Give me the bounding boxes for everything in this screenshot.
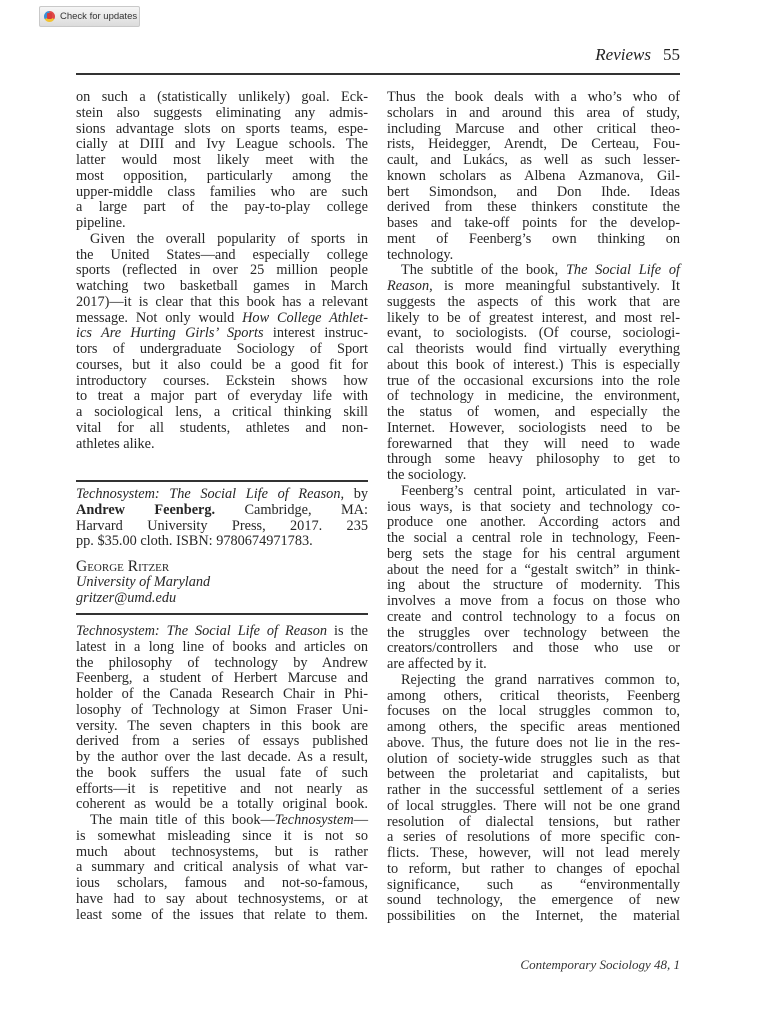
- text-line: the United States—and especially college: [76, 246, 368, 263]
- text-line: introductory courses. Eckstein shows how: [76, 372, 368, 389]
- text-line: ing about the structure of modernity. This: [387, 577, 680, 594]
- text-line: stein also suggests eliminating any admis-: [76, 104, 368, 121]
- text-line: the social a central role in technology, Feen-: [387, 530, 680, 546]
- text-line: rists, Heidegger, Arendt, De Certeau, Fou-: [387, 136, 680, 153]
- text-line: focuses on the local struggles common to,: [387, 703, 680, 720]
- text-line: cault, and Lukács, as well as such lesser-: [387, 152, 680, 168]
- right-column-review-body: [387, 90, 680, 925]
- left-column-prev-review: [76, 90, 368, 452]
- text-line: watching two basketball games in March: [76, 278, 368, 294]
- text-line: rather in the successful settlement of a series: [387, 782, 680, 798]
- text-line: Rejecting the grand narratives common to,: [401, 671, 680, 688]
- text-line: vital for all students, athletes and non-: [76, 419, 368, 436]
- email-text[interactable]: gritzer@umd.edu: [76, 589, 177, 606]
- text-line: a large part of the pay-to-play college: [76, 199, 368, 216]
- text-line: about the need for a “gestalt switch” in think-: [387, 561, 680, 578]
- text-line: significance, such as “environmentally: [387, 876, 680, 893]
- page-number: 55: [663, 45, 680, 64]
- text-line: resolution of dialectal tensions, but rather: [387, 813, 680, 830]
- text-span: interest instruc-: [263, 325, 369, 342]
- text-line: the sociology.: [387, 467, 467, 483]
- text-line: [76, 326, 368, 342]
- text-line: scholars in and around this area of study,: [387, 104, 680, 121]
- text-line: [387, 279, 680, 295]
- text-line: produce one another. According actors and: [387, 514, 680, 531]
- text-line: courses, but it also could be a good fit for: [76, 356, 368, 373]
- left-column-review-body: [76, 624, 368, 923]
- text-line: the struggles over technology between the: [387, 624, 680, 641]
- text-line: 2017)—it is clear that this book has a relevant: [76, 293, 368, 310]
- text-line: suggests the aspects of this work that are: [387, 293, 680, 310]
- text-line: latter would most likely meet with the: [76, 152, 368, 168]
- check-for-updates-label: Check for updates: [60, 11, 138, 22]
- text-line: between the proletariat and capitalists, but: [387, 766, 680, 783]
- text-line: least some of the issues that relate to them.: [76, 906, 368, 923]
- text-line: flicts. These, however, will not lead merely: [387, 845, 680, 861]
- crossmark-icon: [44, 11, 55, 22]
- text-line: sound technology, the emergence of new: [387, 892, 680, 909]
- text-line: about this book of interest.) This is especially: [387, 356, 680, 373]
- text-span: —: [353, 812, 368, 828]
- text-line: bert Simondson, and Don Ihde. Ideas: [387, 183, 680, 200]
- text-line: Thus the book deals with a who’s who of: [387, 89, 680, 105]
- text-line: berg sets the stage for his central argument: [387, 545, 680, 562]
- text-span: message. Not only would: [76, 309, 243, 326]
- text-line: by the author over the last decade. As a result,: [76, 749, 368, 765]
- text-line: olution of society-wide struggles such as that: [387, 750, 680, 767]
- text-line: derived from these thinkers constitute the: [387, 199, 680, 216]
- book-title-italic: Technosystem: The Social Life of Reason: [76, 623, 328, 639]
- text-line: to treat a major part of everyday life with: [76, 388, 368, 405]
- check-for-updates-button[interactable]: [39, 6, 140, 27]
- text-line: Feenberg, a student of Herbert Marcuse and: [76, 670, 368, 687]
- text-line: to reform, but rather to changes of epochal: [387, 860, 680, 877]
- text-line: holder of the Canada Research Chair in Phi-: [76, 686, 368, 702]
- text-line: coherent as would be a totally original book.: [76, 796, 368, 813]
- text-line: bases and take-off points for the develop-: [387, 215, 680, 231]
- reviewer-email[interactable]: [76, 591, 368, 607]
- text-line: latest in a long line of books and articles on: [76, 638, 368, 655]
- text-line: most opposition, particularly among the: [76, 167, 368, 184]
- text-line: create and control technology to a focus on: [387, 608, 680, 625]
- text-line: have had to say about technosystems, or at: [76, 890, 368, 907]
- text-line: are affected by it.: [387, 656, 487, 672]
- text-line: losophy of Technology at Simon Fraser Uni-: [76, 701, 368, 718]
- text-line: tors of undergraduate Sociology of Sport: [76, 341, 368, 357]
- journal-footer: Contemporary Sociology 48, 1: [520, 957, 680, 972]
- book-title-italic: Technosystem: [274, 812, 354, 828]
- text-line: a sociological lens, a critical thinking skill: [76, 404, 368, 420]
- text-line: cal theorists would find virtually everything: [387, 341, 680, 357]
- text-line: a summary and critical analysis of what var-: [76, 859, 368, 876]
- citation-author: Andrew Feenberg.: [76, 501, 216, 518]
- text-line: the philosophy of technology by Andrew: [76, 654, 368, 671]
- book-title-italic: ics Are Hurting Girls’ Sports: [76, 325, 264, 342]
- text-line: [76, 311, 368, 327]
- text-line: Given the overall popularity of sports in: [90, 230, 368, 247]
- text-line: Feenberg’s central point, articulated in var-: [401, 482, 680, 499]
- text-line: among others, critical theorists, Feenberg: [387, 687, 680, 704]
- text-line: [387, 263, 680, 279]
- text-line: through some heavy philosophy to get to: [387, 451, 680, 468]
- citation-line: [76, 487, 368, 503]
- reviewer-name: George Ritzer: [76, 558, 170, 575]
- text-line: including Marcuse and other critical theo-: [387, 120, 680, 137]
- text-line: on such a (statistically unlikely) goal. Eck-: [76, 89, 368, 105]
- subtitle-italic: The Social Life of: [565, 262, 680, 279]
- text-line: true of the occasional excursions into the role: [387, 372, 680, 389]
- text-line: of local struggles. There will not be one grand: [387, 797, 680, 814]
- text-line: much about technosystems, but is rather: [76, 843, 368, 860]
- header-rule: [76, 73, 680, 75]
- section-title: Reviews: [595, 45, 651, 64]
- text-line: known scholars as Albena Azmanova, Gil-: [387, 167, 680, 184]
- text-line: above. Thus, the future does not lie in the res-: [387, 734, 680, 751]
- text-span: The main title of this book—: [90, 812, 275, 828]
- text-line: athletes alike.: [76, 435, 155, 452]
- text-line: ious scholars, famous and not-so-famous,: [76, 875, 368, 891]
- citation-publisher: Cambridge, MA:: [215, 501, 368, 518]
- reviewer-affiliation: [76, 575, 368, 591]
- text-line: involves a move from a focus on those who: [387, 593, 680, 609]
- citation-line: pp. $35.00 cloth. ISBN: 9780674971783.: [76, 533, 313, 550]
- text-line: Internet. However, sociologists need to be: [387, 419, 680, 436]
- text-line: likely to be of greatest interest, and most rel-: [387, 309, 680, 326]
- review-separator-bottom: [76, 613, 368, 615]
- running-header: [595, 45, 680, 65]
- affiliation-text: University of Maryland: [76, 573, 211, 590]
- text-line: cially at DIII and Ivy League schools. The: [76, 136, 368, 153]
- book-title-italic: How College Athlet-: [242, 309, 368, 326]
- review-separator-top: [76, 480, 368, 482]
- text-line: of technology in medicine, the environment,: [387, 388, 680, 405]
- text-line: ious ways, is that society and technology co-: [387, 498, 680, 515]
- text-line: creators/controllers and those who use or: [387, 640, 680, 657]
- text-line: efforts—it is repetitive and not nearly as: [76, 780, 368, 797]
- text-line: ment of Feenberg’s own thinking on: [387, 230, 680, 247]
- citation-line: Harvard University Press, 2017. 235: [76, 517, 368, 534]
- text-line: among others, the specific areas mentioned: [387, 719, 680, 735]
- citation-by: , by: [340, 486, 368, 502]
- text-line: sports (reflected in over 25 million people: [76, 262, 368, 279]
- text-line: derived from a series of essays published: [76, 733, 368, 750]
- book-citation: [76, 487, 368, 550]
- text-line: the book suffers the usual fate of such: [76, 764, 368, 781]
- text-span: , is more meaningful substantively. It: [429, 278, 680, 294]
- text-line: versity. The seven chapters in this book are: [76, 717, 368, 734]
- text-span: The subtitle of the book,: [401, 262, 566, 279]
- text-line: is somewhat misleading since it is not so: [76, 827, 368, 844]
- subtitle-italic: Reason: [387, 278, 430, 294]
- text-line: forewarned that they will need to wade: [387, 435, 680, 452]
- text-line: upper-middle class families who are such: [76, 183, 368, 200]
- text-line: [76, 813, 368, 829]
- text-line: pipeline.: [76, 215, 126, 231]
- citation-line: [76, 503, 368, 519]
- text-line: the status of women, and especially the: [387, 404, 680, 420]
- text-line: technology.: [387, 246, 454, 263]
- text-line: possibilities on the Internet, the material: [387, 908, 680, 924]
- text-span: is the: [327, 623, 368, 639]
- text-line: [76, 624, 368, 640]
- reviewer-block: [76, 559, 368, 606]
- citation-title: Technosystem: The Social Life of Reason: [76, 486, 341, 502]
- text-line: evant, to sociologists. (Of course, sociologi-: [387, 325, 680, 342]
- text-line: sions advantage slots on sports teams, espe-: [76, 120, 368, 137]
- text-line: a series of resolutions of more specific con-: [387, 829, 680, 846]
